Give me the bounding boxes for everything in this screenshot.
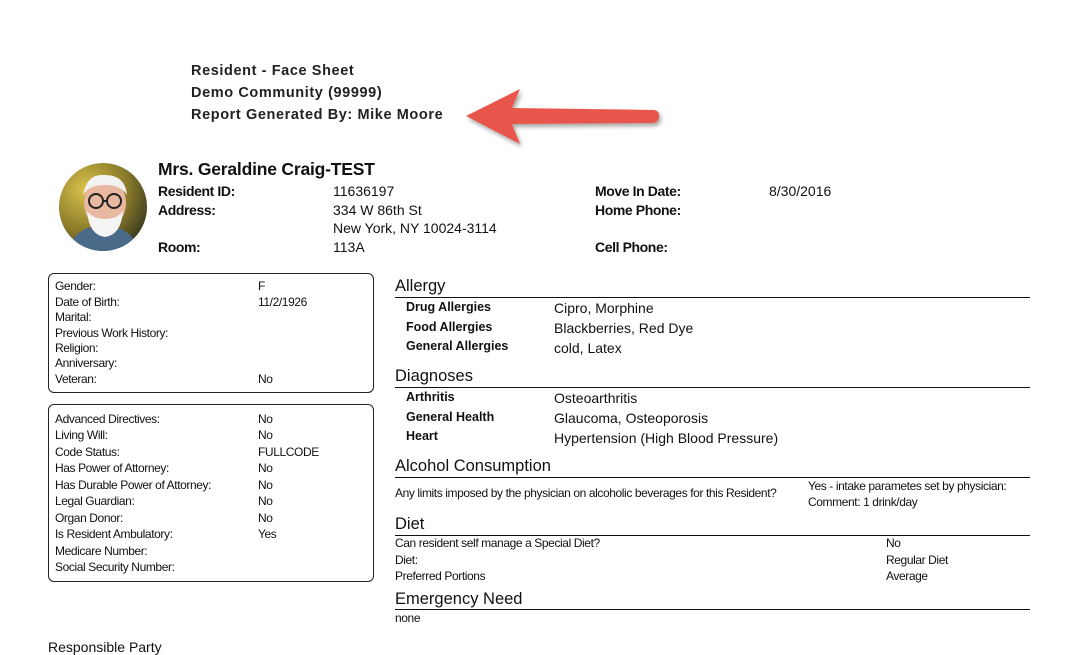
general-allergies-label: General Allergies xyxy=(406,339,509,353)
legal-guardian-label: Legal Guardian: xyxy=(55,494,135,508)
organ-donor-value: No xyxy=(258,511,273,525)
drug-allergies-value: Cipro, Morphine xyxy=(554,300,654,316)
address-line1: 334 W 86th St xyxy=(333,202,422,218)
dob-label: Date of Birth: xyxy=(55,295,120,309)
durable-poa-value: No xyxy=(258,478,273,492)
emergency-value: none xyxy=(395,611,421,625)
cell-phone-label: Cell Phone: xyxy=(595,239,668,255)
work-history-label: Previous Work History: xyxy=(55,326,169,340)
general-allergies-value: cold, Latex xyxy=(554,340,622,356)
diet-value: Regular Diet xyxy=(886,553,948,567)
self-manage-value: No xyxy=(886,536,901,550)
responsible-party-heading: Responsible Party xyxy=(48,639,162,655)
food-allergies-value: Blackberries, Red Dye xyxy=(554,320,694,336)
room-label: Room: xyxy=(158,239,201,255)
allergy-rule xyxy=(395,297,1030,298)
dob-value: 11/2/1926 xyxy=(258,295,307,309)
poa-value: No xyxy=(258,461,273,475)
alcohol-answer-line2: Comment: 1 drink/day xyxy=(808,495,918,509)
general-health-label: General Health xyxy=(406,410,495,424)
diet-title: Diet xyxy=(395,515,425,533)
religion-label: Religion: xyxy=(55,341,99,355)
legal-box xyxy=(48,404,374,582)
resident-id-value: 11636197 xyxy=(333,183,395,199)
diagnoses-title: Diagnoses xyxy=(395,367,473,385)
gender-value: F xyxy=(258,279,265,293)
drug-allergies-label: Drug Allergies xyxy=(406,300,491,314)
organ-donor-label: Organ Donor: xyxy=(55,511,123,525)
generated-by: Report Generated By: Mike Moore xyxy=(191,107,444,123)
demographics-box xyxy=(48,273,374,393)
red-arrow-icon xyxy=(462,86,666,148)
anniversary-label: Anniversary: xyxy=(55,356,117,370)
diet-label: Diet: xyxy=(395,553,418,567)
community-name: Demo Community (99999) xyxy=(191,85,383,101)
report-title: Resident - Face Sheet xyxy=(191,63,355,79)
move-in-value: 8/30/2016 xyxy=(769,183,832,199)
arthritis-label: Arthritis xyxy=(406,390,455,404)
diagnoses-rule xyxy=(395,387,1030,388)
code-status-value: FULLCODE xyxy=(258,445,319,459)
address-line2: New York, NY 10024-3114 xyxy=(333,220,497,236)
legal-guardian-value: No xyxy=(258,494,273,508)
marital-label: Marital: xyxy=(55,310,92,324)
poa-label: Has Power of Attorney: xyxy=(55,461,169,475)
alcohol-question: Any limits imposed by the physician on alcoholic beverages for this Resident? xyxy=(395,486,777,500)
general-health-value: Glaucoma, Osteoporosis xyxy=(554,410,709,426)
living-will-label: Living Will: xyxy=(55,428,108,442)
arthritis-value: Osteoarthritis xyxy=(554,390,638,406)
resident-name: Mrs. Geraldine Craig-TEST xyxy=(158,159,375,179)
alcohol-title: Alcohol Consumption xyxy=(395,457,551,475)
advanced-directives-value: No xyxy=(258,412,273,426)
advanced-directives-label: Advanced Directives: xyxy=(55,412,160,426)
ambulatory-label: Is Resident Ambulatory: xyxy=(55,527,173,541)
food-allergies-label: Food Allergies xyxy=(406,320,493,334)
resident-photo xyxy=(59,163,147,251)
self-manage-label: Can resident self manage a Special Diet? xyxy=(395,536,600,550)
allergy-title: Allergy xyxy=(395,277,446,295)
alcohol-answer-line1: Yes - intake parametes set by physician: xyxy=(808,479,1007,493)
portions-label: Preferred Portions xyxy=(395,569,486,583)
emergency-title: Emergency Need xyxy=(395,590,523,608)
room-value: 113A xyxy=(333,239,365,255)
move-in-label: Move In Date: xyxy=(595,183,681,199)
durable-poa-label: Has Durable Power of Attorney: xyxy=(55,478,212,492)
medicare-label: Medicare Number: xyxy=(55,544,148,558)
veteran-label: Veteran: xyxy=(55,372,97,386)
ambulatory-value: Yes xyxy=(258,527,277,541)
home-phone-label: Home Phone: xyxy=(595,202,681,218)
heart-value: Hypertension (High Blood Pressure) xyxy=(554,430,779,446)
heart-label: Heart xyxy=(406,429,438,443)
address-label: Address: xyxy=(158,202,216,218)
portions-value: Average xyxy=(886,569,928,583)
emergency-rule xyxy=(395,609,1030,610)
living-will-value: No xyxy=(258,428,273,442)
veteran-value: No xyxy=(258,372,273,386)
ssn-label: Social Security Number: xyxy=(55,560,175,574)
code-status-label: Code Status: xyxy=(55,445,120,459)
alcohol-rule xyxy=(395,477,1030,478)
gender-label: Gender: xyxy=(55,279,96,293)
resident-id-label: Resident ID: xyxy=(158,183,235,199)
